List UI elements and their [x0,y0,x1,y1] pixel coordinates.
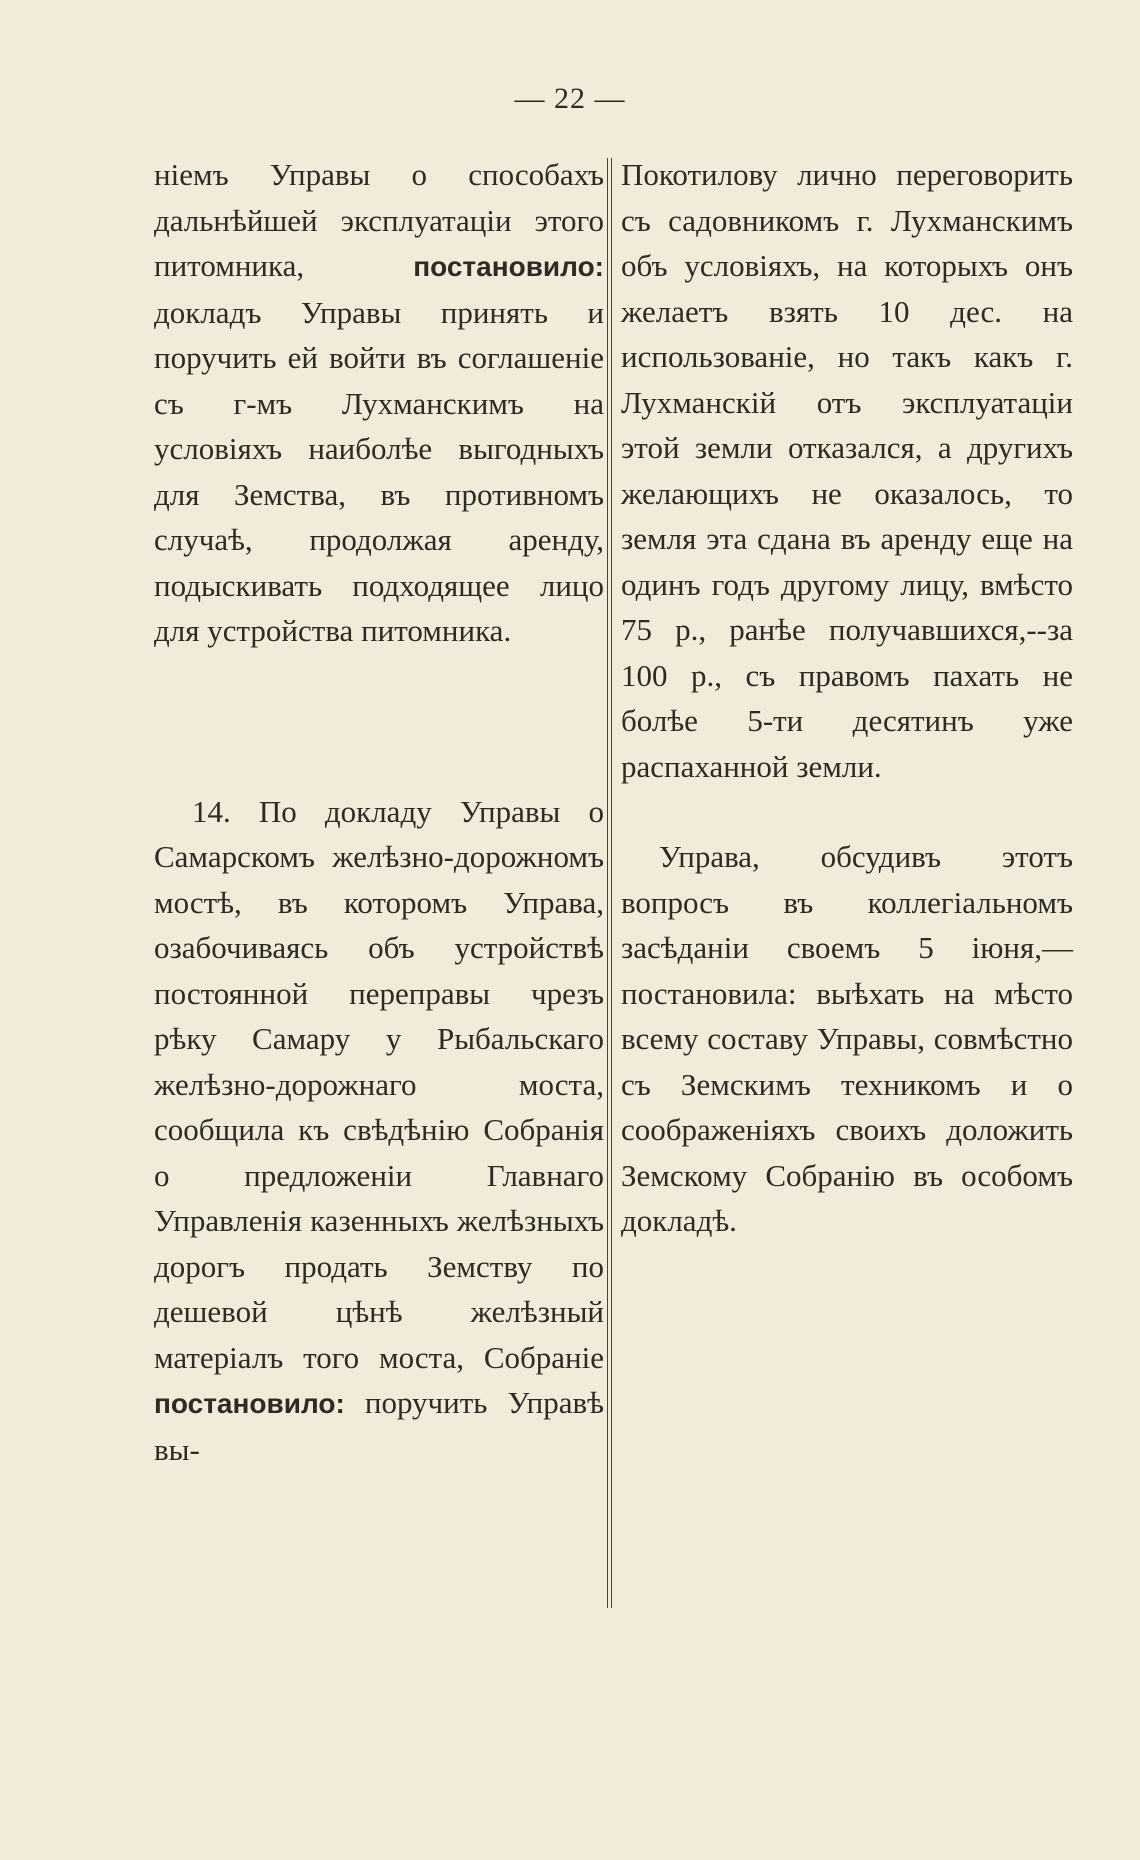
left-paragraph-1 [154,152,604,654]
column-divider [607,158,608,1608]
bold-keyword: постановило: [154,1388,345,1419]
text: ніемъ Управы о способахъ дальнѣйшей эксплуатаціи этого питомника, [154,157,604,283]
bold-keyword: постановило: [413,251,604,282]
text: докладъ Управы принять и поручить ей войти въ соглашеніе съ г-мъ Лухманскимъ на условіяхъ наиболѣе выгодныхъ для Земства, въ противномъ случаѣ, продолжая аренду, подыскивать подходящее лицо для устройства питомника. [154,294,604,648]
text: поручить Управѣ вы- [154,1385,604,1467]
right-column [621,152,1073,1244]
text: 14. По докладу Управы о Самарскомъ желѣзно-дорожномъ мостѣ, въ которомъ Управа, озабочиваясь объ устройствѣ постоянной переправы чрезъ рѣку Самару у Рыбальскаго желѣзно-дорожнаго моста, сообщила къ свѣдѣнію Собранія о предложеніи Главнаго Управленія казенныхъ желѣзныхъ дорогъ продать Земству по дешевой цѣнѣ желѣзный матеріалъ того моста, Собраніе [154,793,604,1375]
left-paragraph-2 [154,789,604,1473]
right-paragraph-2: Управа, обсудивъ этотъ вопросъ въ коллегіальномъ засѣданіи своемъ 5 іюня,—постановила: выѣхать на мѣсто всему составу Управы, совмѣстно съ Земскимъ техникомъ и о соображеніяхъ своихъ доложить Земскому Собранію въ особомъ докладѣ. [621,839,1073,1238]
page-number: — 22 — [514,82,626,115]
right-paragraph-1: Покотилову лично переговорить съ садовникомъ г. Лухманскимъ объ условіяхъ, на которыхъ онъ желаетъ взять 10 дес. на использованіе, но такъ какъ г. Лухманскій отъ эксплуатаціи этой земли отказался, а другихъ желающихъ не оказалось, то земля эта сдана въ аренду еще на одинъ годъ другому лицу, вмѣсто 75 р., ранѣе получавшихся,--за 100 р., съ правомъ пахать не болѣе 5-ти десятинъ уже распаханной земли. [621,157,1073,784]
left-column [154,152,604,1472]
column-divider [611,158,612,1608]
